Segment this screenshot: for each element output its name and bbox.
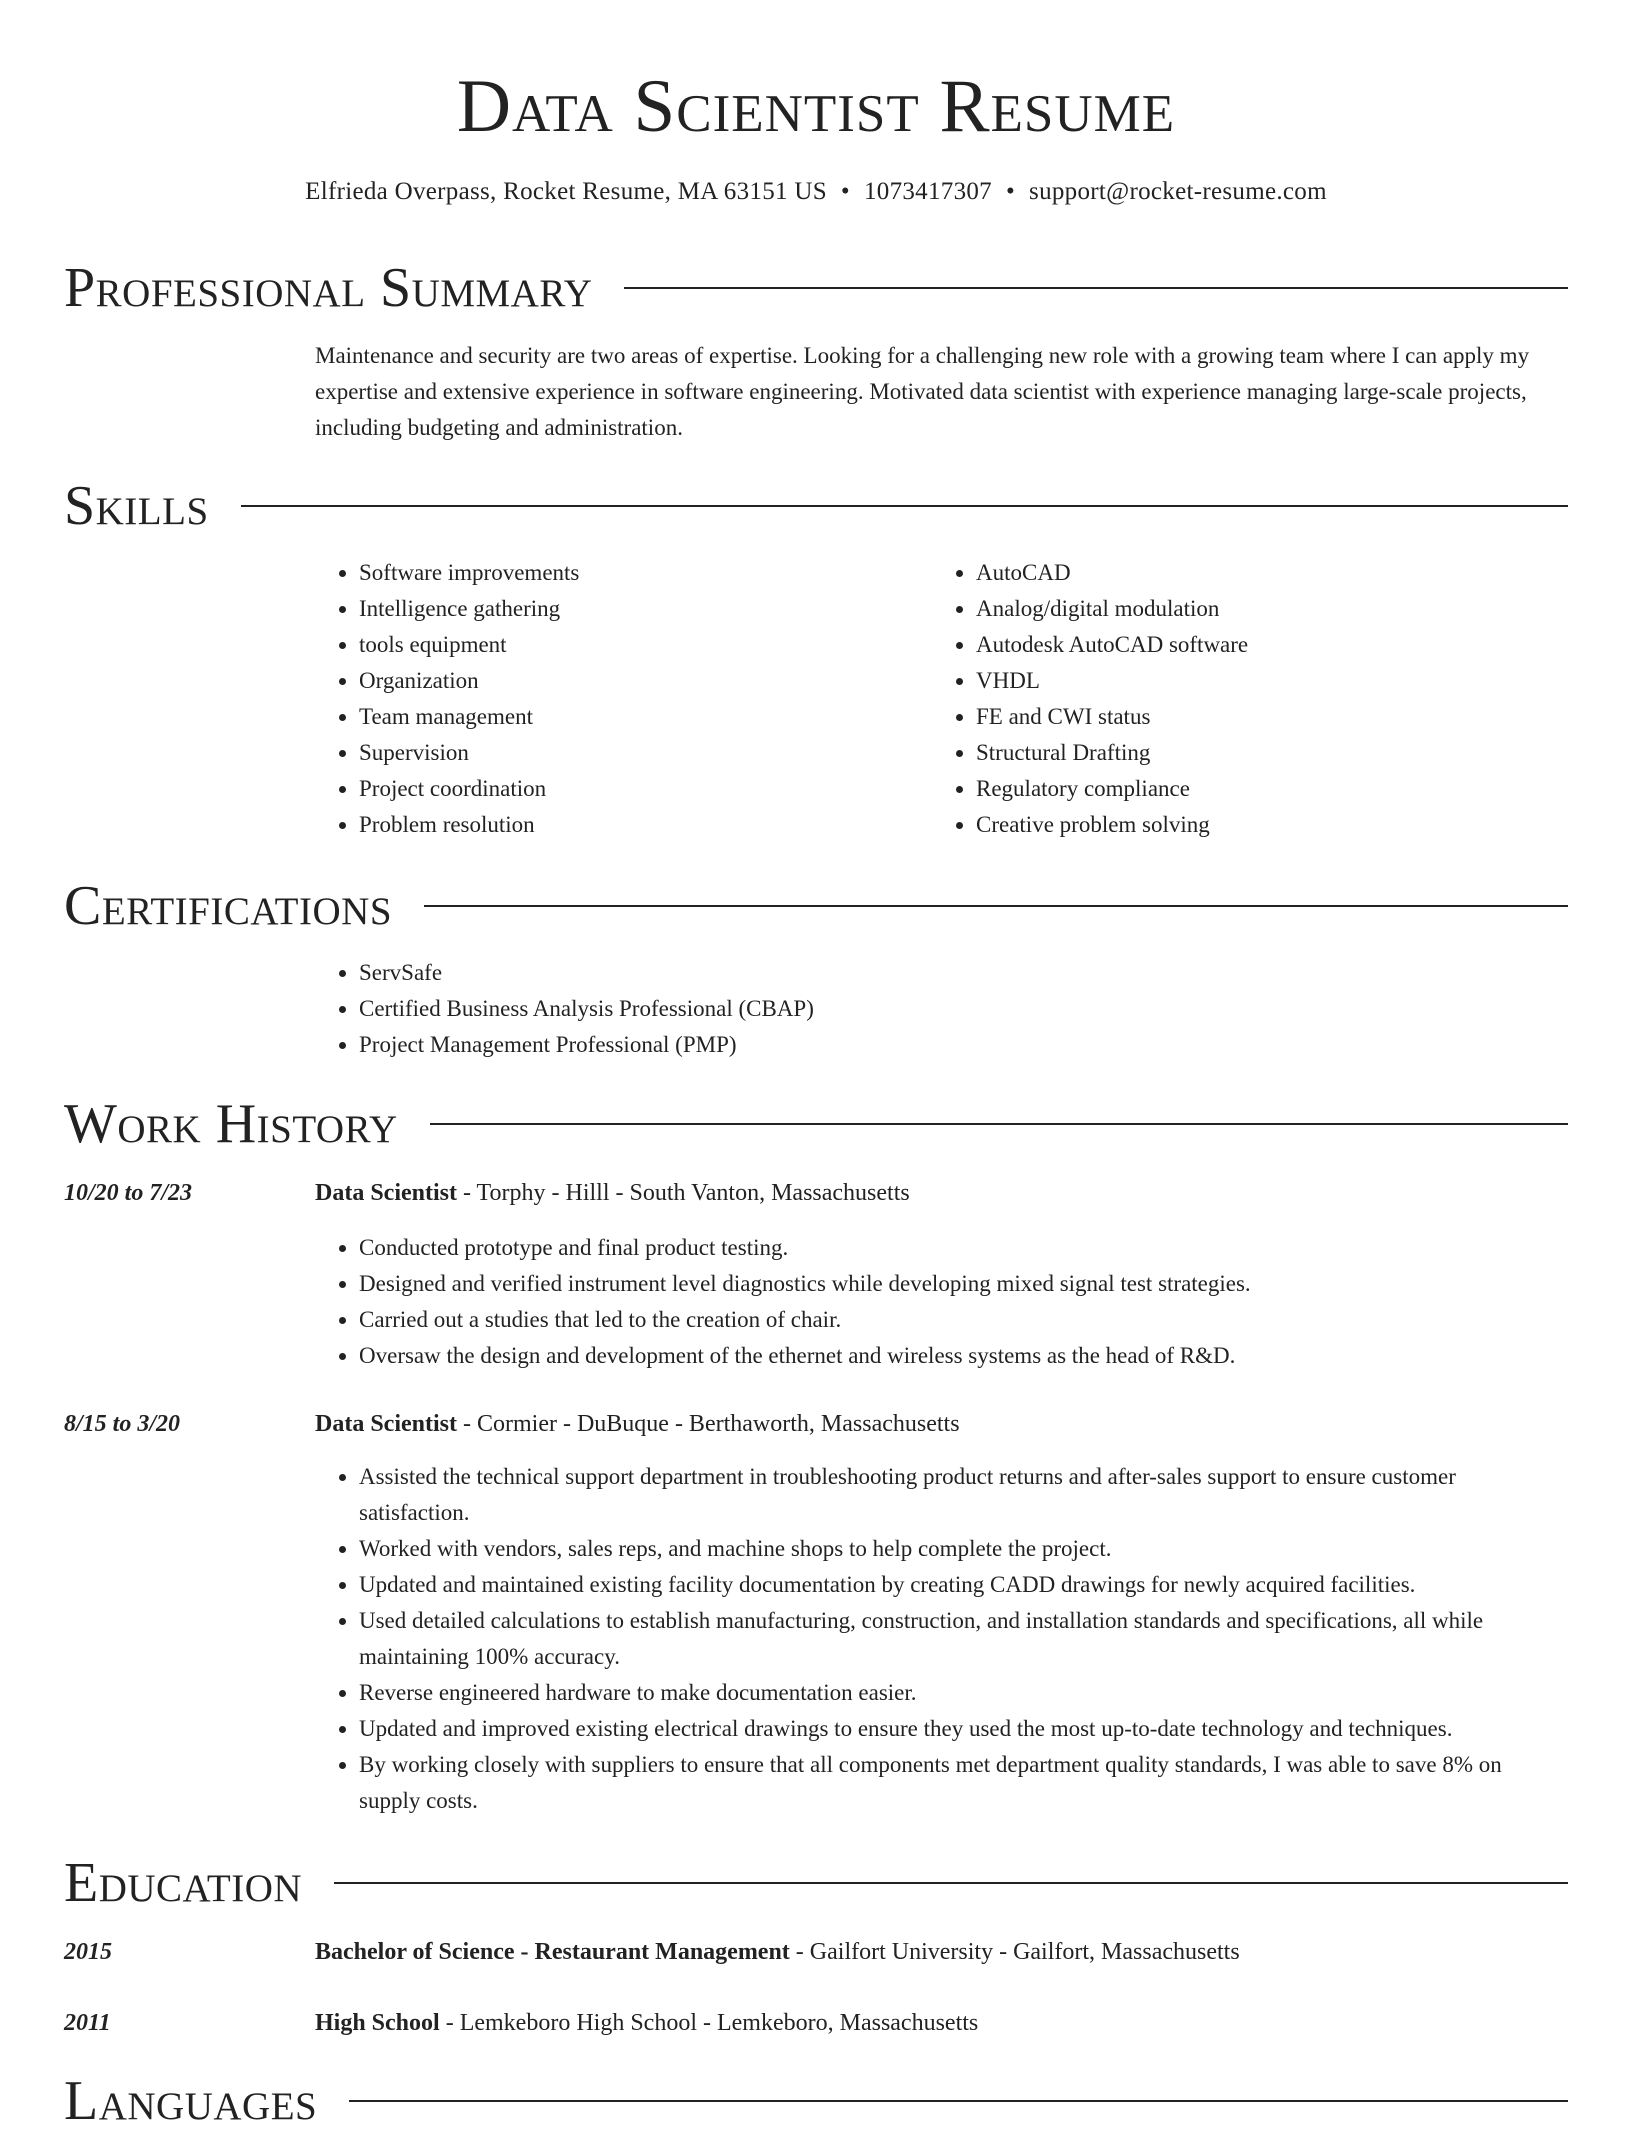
job-bullets [315, 1459, 1568, 1819]
section-divider [430, 1123, 1568, 1125]
job-bullet: • Used detailed calculations to establish manufacturing, construction, and installation standards and specifications, all while maintaining 100% accuracy. [359, 1603, 1568, 1675]
section-title: Education [64, 1852, 303, 1914]
job-employer: - Torphy - Hilll - South Vanton, Massachusetts [456, 1180, 910, 1206]
skill-item: • Analog/digital modulation [976, 591, 1532, 627]
contact-line [64, 172, 1568, 212]
contact-email: support@rocket-resume.com [1029, 178, 1327, 205]
section-divider [334, 1882, 1568, 1884]
education-heading [315, 2005, 1568, 2041]
education-degree: High School [315, 2010, 440, 2036]
skill-item: • Intelligence gathering [359, 591, 915, 627]
job-bullet: • Reverse engineered hardware to make documentation easier. [359, 1675, 1568, 1711]
skill-item: • Autodesk AutoCAD software [976, 627, 1532, 663]
contact-separator: • [840, 178, 850, 205]
skill-item: • AutoCAD [976, 555, 1532, 591]
skill-item: • Problem resolution [359, 807, 915, 843]
contact-separator: • [1005, 178, 1016, 205]
section-header-summary [64, 253, 1568, 323]
contact-phone: 1073417307 [863, 178, 992, 205]
job-title: Data Scientist [315, 1411, 457, 1437]
skill-item: • Project coordination [359, 771, 915, 807]
section-divider [424, 905, 1568, 907]
section-title: Languages [64, 2070, 318, 2132]
job-title: Data Scientist [315, 1180, 457, 1206]
job-heading [315, 1175, 1568, 1211]
certification-item: • Project Management Professional (PMP) [359, 1027, 1568, 1063]
job-bullets [315, 1230, 1568, 1374]
education-school: - Gailfort University - Gailfort, Massachusetts [789, 1939, 1240, 1965]
section-header-languages [64, 2066, 1568, 2136]
section-title: Professional Summary [64, 257, 593, 319]
job-bullet: • Worked with vendors, sales reps, and machine shops to help complete the project. [359, 1531, 1568, 1567]
education-degree: Bachelor of Science - Restaurant Management [315, 1939, 790, 1965]
section-header-work-history [64, 1089, 1568, 1159]
resume-title: Data Scientist Resume [456, 65, 1176, 148]
job-bullet: • Updated and improved existing electrical drawings to ensure they used the most up-to-date technology and techniques. [359, 1711, 1568, 1747]
job-dates: 10/20 to 7/23 [64, 1180, 193, 1206]
job-heading [315, 1406, 1568, 1442]
certifications-list [315, 955, 1568, 1063]
job-employer: - Cormier - DuBuque - Berthaworth, Massachusetts [456, 1411, 960, 1437]
skill-item: • Supervision [359, 735, 915, 771]
education-year: 2011 [64, 2010, 111, 2036]
section-divider [624, 287, 1568, 289]
job-dates: 8/15 to 3/20 [64, 1411, 181, 1437]
job-bullet: • Carried out a studies that led to the creation of chair. [359, 1302, 1568, 1338]
section-title: Skills [64, 475, 209, 537]
skill-item: • tools equipment [359, 627, 915, 663]
skill-item: • FE and CWI status [976, 699, 1532, 735]
skill-item: • Structural Drafting [976, 735, 1532, 771]
certification-item: • ServSafe [359, 955, 1568, 991]
skill-item: • Organization [359, 663, 915, 699]
job-bullet: • Conducted prototype and final product testing. [359, 1230, 1568, 1266]
section-divider [349, 2100, 1568, 2102]
education-year: 2015 [64, 1939, 112, 1965]
job-bullet: • By working closely with suppliers to ensure that all components met department quality standards, I was able to save 8% on supply costs. [359, 1747, 1568, 1819]
certification-item: • Certified Business Analysis Professional (CBAP) [359, 991, 1568, 1027]
skill-item: • Team management [359, 699, 915, 735]
contact-address: Elfrieda Overpass, Rocket Resume, MA 63151 US [305, 178, 827, 205]
skills-column-right [932, 555, 1532, 843]
job-bullet: • Designed and verified instrument level diagnostics while developing mixed signal test strategies. [359, 1266, 1568, 1302]
section-title: Certifications [64, 875, 393, 937]
skill-item: • VHDL [976, 663, 1532, 699]
education-heading [315, 1934, 1568, 1970]
skill-item: • Software improvements [359, 555, 915, 591]
skill-item: • Regulatory compliance [976, 771, 1532, 807]
education-school: - Lemkeboro High School - Lemkeboro, Massachusetts [439, 2010, 979, 2036]
skills-column-left [315, 555, 915, 843]
job-bullet: • Assisted the technical support department in troubleshooting product returns and after-sales support to ensure customer satisfaction. [359, 1459, 1568, 1531]
section-header-certifications [64, 871, 1568, 941]
job-bullet: • Oversaw the design and development of the ethernet and wireless systems as the head of R&D. [359, 1338, 1568, 1374]
section-divider [241, 505, 1568, 507]
skill-item: • Creative problem solving [976, 807, 1532, 843]
summary-text: Maintenance and security are two areas of expertise. Looking for a challenging new role with a growing team where I can apply my expertise and extensive experience in software engineering. Motivated data scientist with experience managing large-scale projects, including budgeting and administration. [315, 343, 1530, 440]
job-bullet: • Updated and maintained existing facility documentation by creating CADD drawings for newly acquired facilities. [359, 1567, 1568, 1603]
section-title: Work History [64, 1093, 398, 1155]
section-header-skills [64, 471, 1568, 541]
section-header-education [64, 1848, 1568, 1918]
